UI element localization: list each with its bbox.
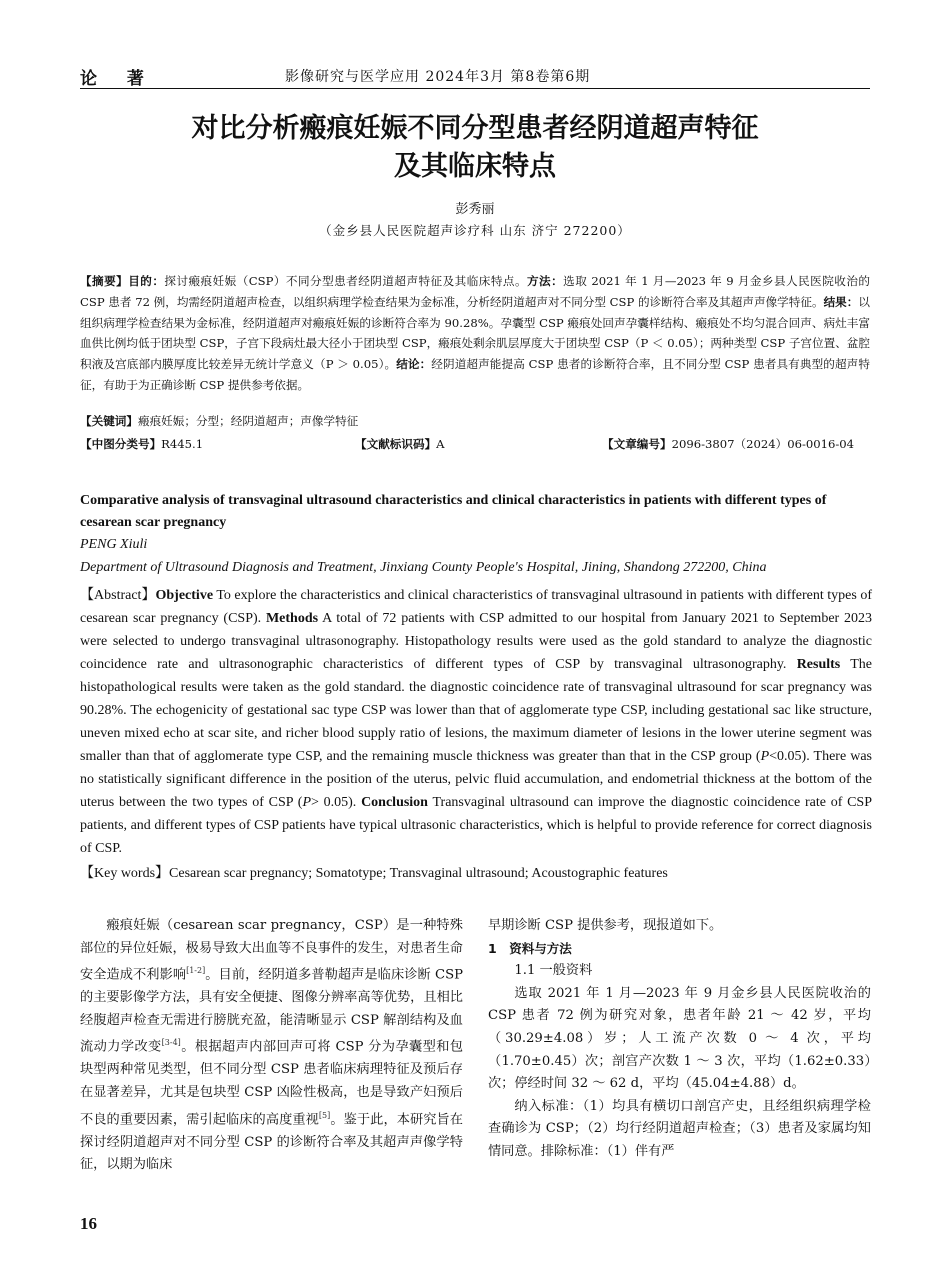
en-keywords-text: Cesarean scar pregnancy; Somatotype; Transvaginal ultrasound; Acoustographic features (169, 866, 668, 881)
english-affiliation: Department of Ultrasound Diagnosis and Treatment, Jinxiang County People's Hospital, Jining, Shandong 272200, China (80, 560, 767, 575)
section-label: 论 著 (80, 69, 156, 89)
english-abstract (80, 584, 872, 860)
keywords-text: 瘢痕妊娠；分型；经阴道超声；声像学特征 (137, 414, 359, 428)
en-conclusion-text: Transvaginal ultrasound can improve the diagnostic coincidence rate of CSP patients, and different types of CSP patients have typical ultrasonic characteristics, which is helpful to provide reference for correct diagnosis of CSP. (80, 795, 873, 856)
en-methods-label: Methods (265, 611, 319, 626)
en-keywords-label: 【Key words】 (80, 866, 170, 881)
conclusion-text: 经阴道超声能提高 CSP 患者的诊断符合率，且不同分型 CSP 患者具有典型的超声特征，有助于为正确诊断 CSP 提供参考依据。 (80, 357, 870, 392)
keywords (80, 413, 870, 429)
en-methods-text: A total of 72 patients with CSP admitted to our hospital from January 2021 to September 2023 were selected to undergo transvaginal ultrasonography. Histopathology results were used as the gold standard to analyze the diagnostic coincidence rate and ultrasonographic characteristics of different types of CSP by transvaginal ultrasonography. (80, 611, 872, 672)
intro-text-4: 。鉴于此，本研究旨在探讨经阴道超声对不同分型 CSP 的诊断符合率及其超声声像学特征，以期为临床 (80, 1111, 463, 1173)
journal-info: 影像研究与医学应用 2024年3月 第8卷第6期 (285, 69, 591, 85)
body-column-right (488, 915, 871, 1164)
document-code (355, 436, 445, 452)
objective-label: 目的： (128, 274, 165, 288)
clc-number (80, 436, 203, 452)
citation: [1-2] (186, 966, 206, 976)
intro-text-2: 。目前，经阴道多普勒超声是临床诊断 CSP 的主要影像学方法，具有安全便捷、图像分辨率高等优势，且相比经腹超声检查无需进行膀胱充盈，能清晰显示 CSP 解剖结构及血流动力学改变 (80, 967, 463, 1055)
p-symbol: P (760, 749, 770, 764)
intro-continuation: 早期诊断 CSP 提供参考，现报道如下。 (488, 918, 723, 933)
article-value: 2096-3807（2024）06-0016-04 (671, 437, 855, 451)
chinese-abstract (80, 271, 870, 396)
title-line-1: 对比分析瘢痕妊娠不同分型患者经阴道超声特征 (191, 113, 759, 144)
inclusion-criteria-paragraph: 纳入标准：（1）均具有横切口剖宫产史，且经组织病理学检查确诊为 CSP；（2）均行经阴道超声检查；（3）患者及家属均知情同意。排除标准：（1）伴有严 (488, 1098, 871, 1159)
english-keywords (80, 862, 872, 882)
en-objective-label: Objective (155, 588, 214, 603)
english-author: PENG Xiuli (80, 537, 148, 552)
en-results-label: Results (796, 657, 841, 672)
article-number (602, 436, 854, 452)
article-title (80, 110, 870, 186)
subsection-heading: 1.1 一般资料 (514, 963, 593, 979)
citation: [5] (318, 1110, 331, 1120)
affiliation: （金乡县人民医院超声诊疗科 山东 济宁 272200） (319, 223, 631, 238)
general-data-paragraph: 选取 2021 年 1 月—2023 年 9 月金乡县人民医院收治的 CSP 患者 72 例为研究对象，患者年龄 21 ～ 42 岁，平均（30.29±4.08）岁；人工流产次数 0 ～ 4 次，平均（1.70±0.45）次；剖宫产次数 1 ～ 3 次，平均（1.62±0.33）次；停经时间 32 ～ 62 d，平均（45.04±4.88）d。 (488, 985, 871, 1092)
author: 彭秀丽 (455, 202, 495, 217)
conclusion-label: 结论： (396, 357, 432, 372)
doc-value: A (436, 437, 445, 451)
en-conclusion-label: Conclusion (361, 795, 428, 810)
intro-text-3: 。根据超声内部回声可将 CSP 分为孕囊型和包块型两种常见类型，但不同分型 CSP 患者临床病理特征及预后存在显著差异，尤其是包块型 CSP 凶险性极高，也是导致产妇预后不良的重要因素，需引起临床的高度重视 (80, 1039, 464, 1127)
title-line-2: 及其临床特点 (394, 151, 556, 182)
intro-paragraph (80, 915, 463, 1177)
en-results-text-c: > 0.05). (311, 795, 357, 810)
results-label: 结果： (823, 294, 859, 309)
p-symbol: P (302, 795, 311, 810)
intro-text-1: 瘢痕妊娠（cesarean scar pregnancy，CSP）是一种特殊部位的异位妊娠，极易导致大出血等不良事件的发生，对患者生命安全造成不利影响 (80, 918, 463, 983)
keywords-label: 【关键词】 (80, 414, 138, 428)
results-text: 以组织病理学检查结果为金标准，经阴道超声对瘢痕妊娠的诊断符合率为 90.28%。孕囊型 CSP 瘢痕处回声孕囊样结构、瘢痕处不均匀混合回声、病灶丰富血供比例均低于团块型 CSP，子宫下段病灶最大径小于团块型 CSP，瘢痕处剩余肌层厚度大于团块型 CSP（P ＜ 0.05）；两种类型 CSP 子宫位置、盆腔积液及宫底部内膜厚度比较差异无统计学意义（P ＞ 0.05）。 (80, 294, 870, 372)
page-number: 16 (80, 1214, 97, 1233)
english-title: Comparative analysis of transvaginal ultrasound characteristics and clinical characteristics in patients with different types of cesarean scar pregnancy (80, 493, 827, 530)
en-abstract-label: 【Abstract】 (80, 588, 156, 603)
body-column-left (80, 915, 463, 1177)
section-heading: 1 资料与方法 (488, 940, 572, 956)
methods-label: 方法： (527, 274, 564, 288)
methods-text: 选取 2021 年 1 月—2023 年 9 月金乡县人民医院收治的 CSP 患者 72 例，均需经阴道超声检查，以组织病理学检查结果为金标准，分析经阴道超声对不同分型 CSP 的诊断符合率及其超声声像学特征。 (80, 274, 870, 309)
abstract-label: 【摘要】 (80, 274, 129, 288)
en-objective-text: To explore the characteristics and clinical characteristics of transvaginal ultrasound in patients with different types of cesarean scar pregnancy (CSP). (80, 588, 872, 626)
page-header (80, 64, 870, 89)
citation: [3-4] (161, 1038, 181, 1048)
objective-text: 探讨瘢痕妊娠（CSP）不同分型患者经阴道超声特征及其临床特点。 (164, 274, 527, 288)
article-label: 【文章编号】 (602, 437, 672, 451)
clc-label: 【中图分类号】 (80, 437, 162, 451)
en-results-text-a: The histopathological results were taken as the gold standard. the diagnostic coincidence rate of transvaginal ultrasound for scar pregnancy was 90.28%. The echogenicity of gestational sac type CSP was lower than that of agglomerate type CSP, including gestational sac like structure, uneven mixed echo at scar site, and richer blood supply ratio of lesions, the maximum diameter of lesions in the lower uterine segment was smaller than that of agglomerate type CSP, and the remaining muscle thickness was greater than that in the CSP group ( (80, 657, 873, 764)
doc-label: 【文献标识码】 (355, 437, 437, 451)
en-results-text-b: <0.05). There was no statistically significant difference in the position of the uterus, pelvic fluid accumulation, and endometrial thickness at the bottom of the uterus between the two types of CSP ( (80, 749, 872, 810)
clc-value: R445.1 (161, 437, 204, 451)
